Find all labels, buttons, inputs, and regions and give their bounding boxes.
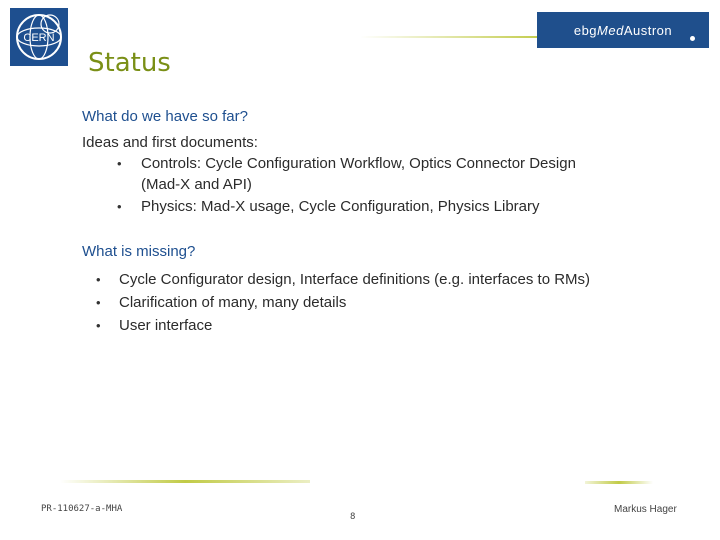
ideas-bullet-marker-2: • <box>117 199 122 214</box>
medaustron-logo <box>537 12 709 48</box>
missing-bullet-2: Clarification of many, many details <box>119 294 347 311</box>
missing-question: What is missing? <box>82 243 196 260</box>
logo-text-med: Med <box>597 22 624 38</box>
cern-logo-text: CERN <box>23 32 55 44</box>
footer-author: Markus Hager <box>614 504 677 515</box>
logo-dot <box>690 36 695 41</box>
missing-bullet-marker-1: • <box>96 272 101 287</box>
footer-decorative-line-left <box>60 480 310 483</box>
ideas-bullet-2: Physics: Mad-X usage, Cycle Configuration, Physics Library <box>141 198 540 215</box>
ideas-bullet-1-continued: (Mad-X and API) <box>141 176 252 193</box>
ideas-bullet-marker-1: • <box>117 156 122 171</box>
page-number: 8 <box>350 512 356 522</box>
cern-logo-graphic <box>10 8 68 66</box>
missing-bullet-1: Cycle Configurator design, Interface definitions (e.g. interfaces to RMs) <box>119 271 591 288</box>
footer-decorative-line-right <box>585 481 653 484</box>
header-decorative-line <box>360 36 538 38</box>
ideas-heading: Ideas and first documents: <box>82 134 258 151</box>
missing-bullet-marker-2: • <box>96 295 101 310</box>
cern-logo <box>10 8 68 66</box>
slide-title: Status <box>88 48 171 78</box>
have-question: What do we have so far? <box>82 108 248 125</box>
footer-document-id: PR-110627-a-MHA <box>41 504 123 514</box>
ideas-bullet-1: Controls: Cycle Configuration Workflow, Optics Connector Design <box>141 155 576 172</box>
missing-bullet-marker-3: • <box>96 318 101 333</box>
missing-bullet-3: User interface <box>119 317 213 334</box>
logo-text-ebg: ebg <box>573 22 598 38</box>
logo-text-austron: Austron <box>623 22 673 38</box>
